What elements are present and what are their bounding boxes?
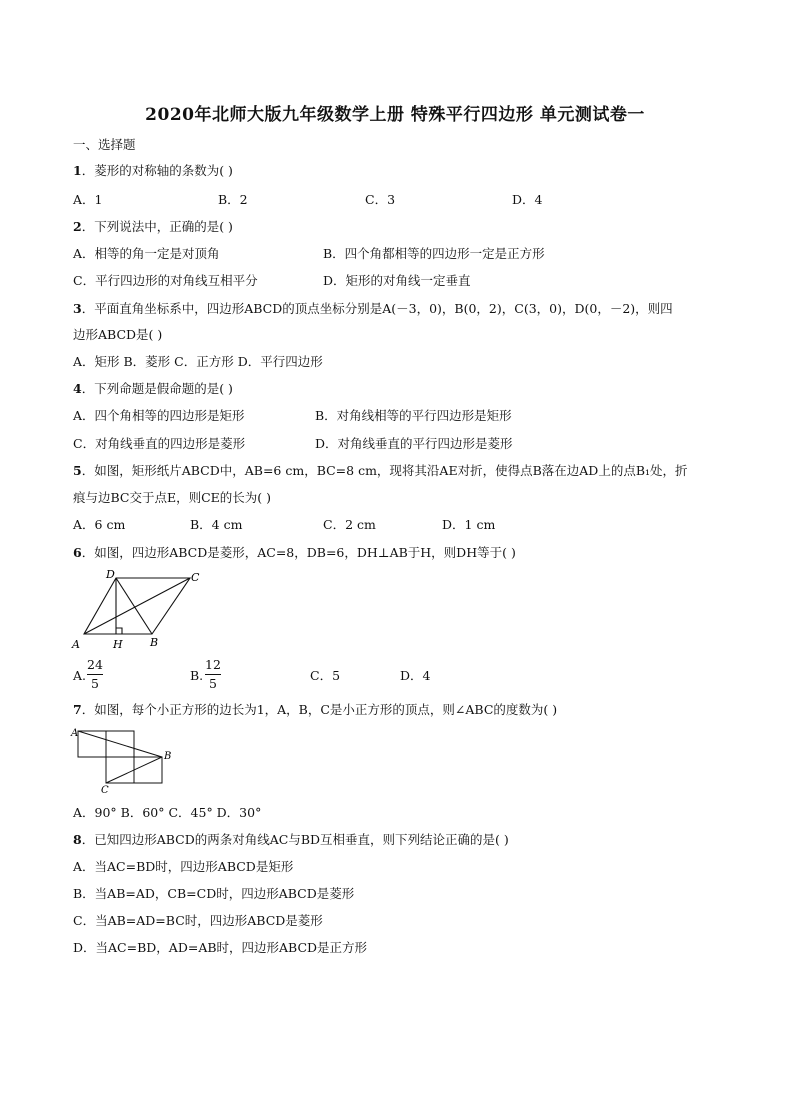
q4-option-b: B．对角线相等的平行四边形是矩形	[315, 408, 512, 423]
q6-option-b-prefix: B.	[190, 668, 204, 683]
numerator: 24	[87, 657, 103, 672]
question-5-cont: 痕与边BC交于点E，则CE的长为( )	[73, 490, 272, 505]
q6-option-b-fraction	[205, 658, 221, 691]
label-c: C	[101, 785, 109, 795]
label-b: B	[150, 636, 159, 649]
question-number: 7	[73, 702, 82, 717]
question-4	[73, 381, 233, 397]
denominator: 5	[208, 676, 217, 691]
fraction-bar	[87, 674, 103, 675]
question-8	[73, 832, 509, 848]
q3-options: A．矩形 B．菱形 C．正方形 D．平行四边形	[73, 354, 323, 369]
question-3	[73, 301, 673, 317]
question-5	[73, 463, 688, 479]
grid-square	[106, 757, 134, 783]
q2-option-a: A．相等的角一定是对顶角	[73, 246, 220, 261]
q2-option-c: C．平行四边形的对角线互相平分	[73, 273, 258, 288]
q6-option-d: D．4	[400, 668, 431, 683]
fraction-bar	[205, 674, 221, 675]
question-7	[73, 702, 557, 718]
q5-option-c: C．2 cm	[323, 517, 376, 532]
label-a: A	[72, 638, 80, 651]
q7-options: A．90° B．60° C．45° D．30°	[73, 805, 262, 820]
segment-ab	[78, 731, 162, 757]
q4-option-d: D．对角线垂直的平行四边形是菱形	[315, 436, 513, 451]
q8-option-b: B．当AB=AD，CB=CD时，四边形ABCD是菱形	[73, 886, 355, 901]
question-number: 5	[73, 463, 82, 478]
q5-option-a: A．6 cm	[73, 517, 126, 532]
question-stem: ．如图，矩形纸片ABCD中，AB=6 cm，BC=8 cm，现将其沿AE对折，使得点B落在边AD上的点B₁处，折	[81, 463, 688, 478]
right-angle-mark	[116, 628, 122, 634]
question-number: 8	[73, 832, 82, 847]
q6-option-a-fraction	[87, 658, 103, 691]
question-number: 2	[73, 219, 82, 234]
rhombus-figure	[70, 568, 210, 653]
question-stem: ．平面直角坐标系中，四边形ABCD的顶点坐标分别是A(－3，0)，B(0，2)，C(3，0)，D(0，－2)，则四	[81, 301, 673, 316]
question-number: 6	[73, 545, 82, 560]
grid-square	[134, 757, 162, 783]
q5-option-d: D．1 cm	[442, 517, 496, 532]
q6-option-a-prefix: A.	[73, 668, 87, 683]
question-stem: ．下列说法中，正确的是( )	[81, 219, 233, 234]
question-1	[73, 163, 233, 179]
question-2	[73, 219, 233, 235]
q1-option-a: A．1	[73, 192, 103, 207]
label-a: A	[71, 728, 79, 739]
question-number: 4	[73, 381, 82, 396]
label-h: H	[113, 638, 123, 651]
denominator: 5	[90, 676, 99, 691]
question-stem: ．如图，每个小正方形的边长为1，A，B，C是小正方形的顶点，则∠ABC的度数为( )	[81, 702, 558, 717]
label-c: C	[191, 571, 200, 584]
question-3-cont: 边形ABCD是( )	[73, 327, 163, 342]
q6-option-c: C．5	[310, 668, 341, 683]
grid-figure	[70, 725, 180, 795]
q1-option-b: B．2	[218, 192, 248, 207]
q8-option-d: D．当AC=BD，AD=AB时，四边形ABCD是正方形	[73, 940, 368, 955]
q8-option-a: A．当AC=BD时，四边形ABCD是矩形	[73, 859, 294, 874]
q5-option-b: B．4 cm	[190, 517, 243, 532]
q1-option-c: C．3	[365, 192, 396, 207]
q2-option-d: D．矩形的对角线一定垂直	[323, 273, 471, 288]
question-stem: ．已知四边形ABCD的两条对角线AC与BD互相垂直，则下列结论正确的是( )	[81, 832, 509, 847]
question-6	[73, 545, 516, 561]
label-d: D	[106, 568, 115, 581]
question-number: 3	[73, 301, 82, 316]
label-b: B	[164, 751, 172, 762]
q2-option-b: B．四个角都相等的四边形一定是正方形	[323, 246, 545, 261]
page-title: 2020年北师大版九年级数学上册 特殊平行四边形 单元测试卷一	[145, 105, 645, 125]
section-heading: 一、选择题	[73, 137, 136, 152]
diagonal-bd	[116, 578, 152, 634]
q8-option-c: C．当AB=AD=BC时，四边形ABCD是菱形	[73, 913, 323, 928]
question-number: 1	[73, 163, 82, 178]
q4-option-c: C．对角线垂直的四边形是菱形	[73, 436, 246, 451]
question-stem: ．下列命题是假命题的是( )	[81, 381, 233, 396]
question-stem: ．菱形的对称轴的条数为( )	[81, 163, 233, 178]
numerator: 12	[205, 657, 221, 672]
question-stem: ．如图，四边形ABCD是菱形，AC=8，DB=6，DH⊥AB于H，则DH等于( )	[81, 545, 516, 560]
q4-option-a: A．四个角相等的四边形是矩形	[73, 408, 245, 423]
q1-option-d: D．4	[512, 192, 543, 207]
